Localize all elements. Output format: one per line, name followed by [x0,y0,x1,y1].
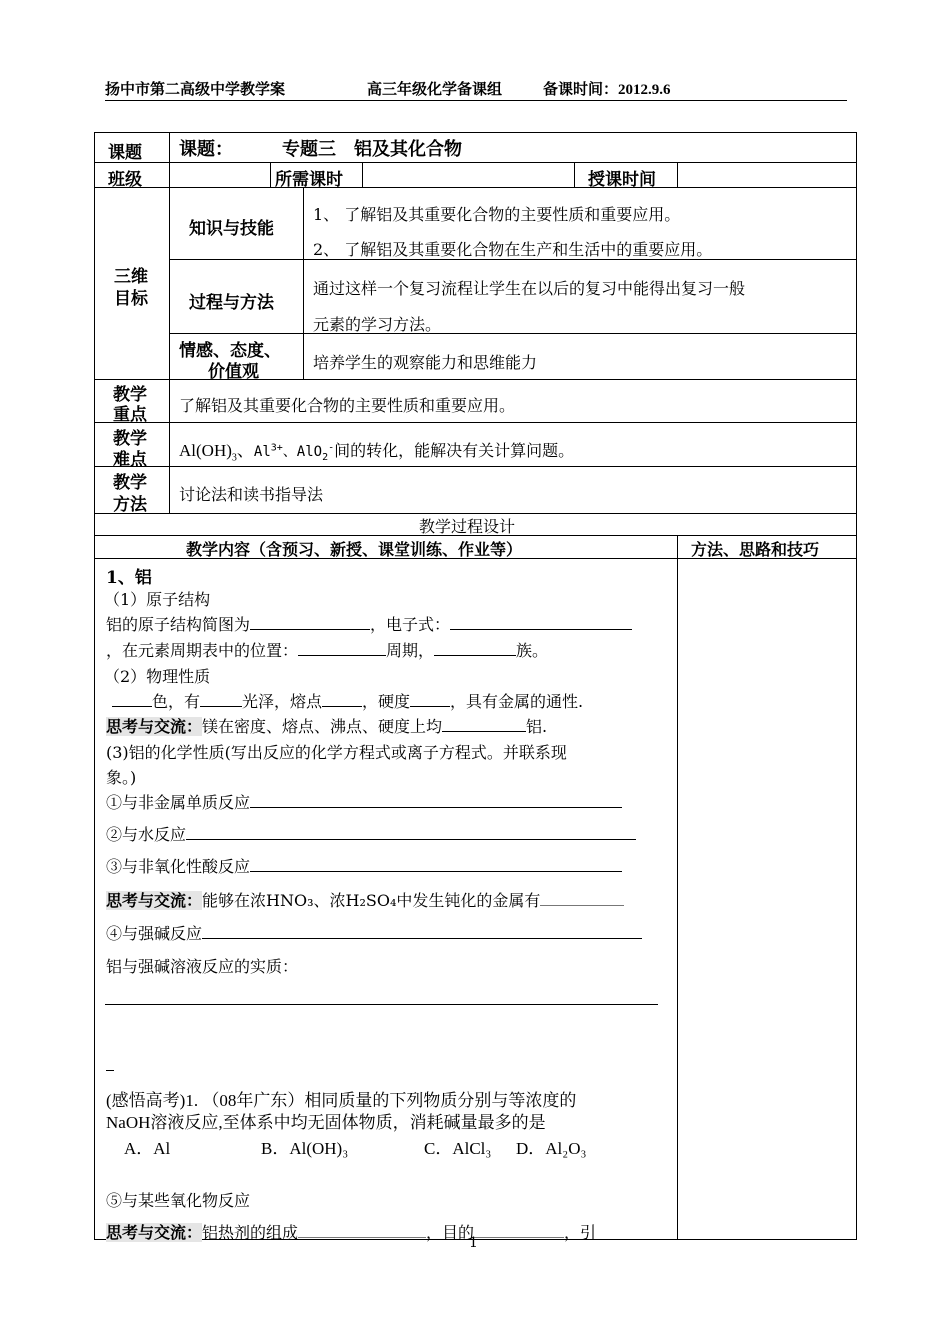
process-label: 过程与方法 [189,293,274,313]
page-header [105,78,847,101]
think-discuss-3: 思考与交流：铝热剂的组成 ，目的 ，引 [106,1223,597,1242]
option-b: B．Al(OH)₃ [261,1139,349,1158]
goals-label-2: 目标 [114,289,148,309]
knowledge-label: 知识与技能 [189,219,274,239]
school-name: 扬中市第二高级中学教学案 [105,82,286,98]
position-line: ，在元素周期表中的位置： 周期， 族。 [106,641,549,660]
emotion-label-1: 情感、态度、 [179,341,281,361]
reaction-essence: 铝与强碱溶液反应的实质： [106,957,299,976]
hours-label: 所需课时 [275,170,343,190]
reaction-oxide: ⑤与某些氧化物反应 [106,1191,251,1210]
methods-column-header: 方法、思路和技巧 [691,540,820,559]
essence-answer-line [105,1004,658,1005]
exam-question-line-1: (感悟高考)1. （08年广东）相同质量的下列物质分别与等浓度的 [106,1091,577,1110]
focus-text: 了解铝及其重要化合物的主要性质和重要应用。 [179,396,516,415]
process-text-1: 通过这样一个复习流程让学生在以后的复习中能得出复习一般 [313,279,746,298]
difficulty-label-2: 难点 [113,450,147,470]
topic-label: 课题 [108,143,142,163]
physical-properties-line: 色，有 光泽，熔点 ，硬度 ，具有金属的通性. [106,689,583,712]
page-number: 1 [469,1235,478,1251]
process-text-2: 元素的学习方法。 [313,315,442,334]
prep-group: 高三年级化学备课组 [367,82,503,98]
design-title: 教学过程设计 [419,517,516,536]
section-aluminum-title: 1、铝 [106,568,152,588]
time-label: 授课时间 [588,170,656,190]
chemical-properties-heading-1: (3)铝的化学性质(写出反应的化学方程式或离子方程式。并联系现 [106,743,567,762]
lesson-plan-table [94,132,857,1240]
difficulty-label-1: 教学 [113,429,147,449]
reaction-acid: ③与非氧化性酸反应 [106,854,622,877]
option-a: A．Al [124,1139,171,1158]
class-label: 班级 [108,170,142,190]
topic-value: 专题三 铝及其化合物 [282,139,462,160]
knowledge-item-1: 1、 了解铝及其重要化合物的主要性质和重要应用。 [313,205,681,224]
content-column-header: 教学内容（含预习、新授、课堂训练、作业等） [186,540,523,559]
reaction-water: ②与水反应 [106,822,636,845]
reaction-base: ④与强碱反应 [106,921,642,944]
method-text: 讨论法和读书指导法 [179,485,324,504]
atomic-structure-heading: （1）原子结构 [104,590,211,609]
knowledge-item-2: 2、 了解铝及其重要化合物在生产和生活中的重要应用。 [313,240,713,259]
prep-date: 备课时间：2012.9.6 [543,82,671,98]
structure-line: 铝的原子结构简图为 ，电子式： [106,612,632,635]
focus-label-2: 重点 [113,405,147,425]
think-discuss-1: 思考与交流：镁在密度、熔点、沸点、硬度上均 铝. [106,717,548,736]
reaction-nonmetal: ①与非金属单质反应 [106,790,622,813]
chemical-properties-heading-2: 象。) [106,768,137,787]
focus-label-1: 教学 [113,385,147,405]
method-label-2: 方法 [113,495,147,515]
exam-question-line-2: NaOH溶液反应,至体系中均无固体物质，消耗碱量最多的是 [106,1113,546,1132]
method-label-1: 教学 [113,473,147,493]
option-c: C．AlCl₃ [424,1139,492,1158]
goals-label-1: 三维 [114,267,148,287]
physical-properties-heading: （2）物理性质 [104,667,211,686]
emotion-text: 培养学生的观察能力和思维能力 [313,353,538,372]
think-discuss-2: 思考与交流：能够在浓HNO₃、浓H₂SO₄中发生钝化的金属有 [106,888,624,911]
emotion-label-2: 价值观 [208,362,259,382]
topic-prefix: 课题： [179,139,233,160]
difficulty-text: $Al(OH)_3$、$Al^{3+}$、AlO$_2$-间的转化，能解决有关计算问题。 [179,441,575,464]
option-d: D．Al₂O₃ [516,1139,587,1158]
